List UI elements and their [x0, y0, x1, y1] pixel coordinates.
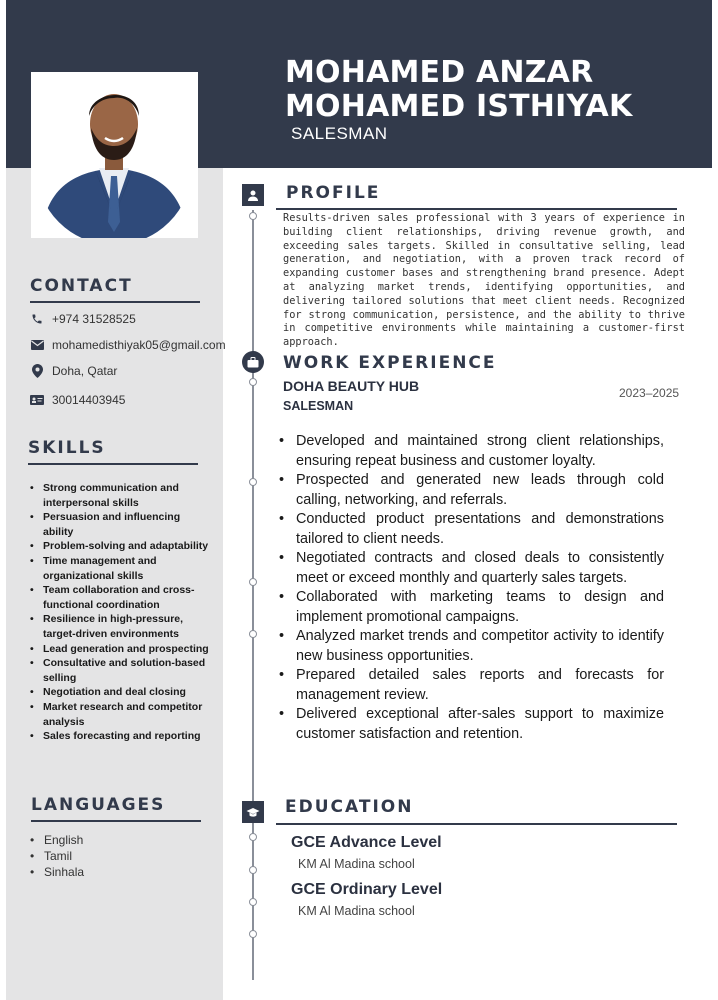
- company-name: DOHA BEAUTY HUB: [283, 378, 420, 394]
- education-title: GCE Ordinary Level: [291, 881, 443, 898]
- language-item: • Sinhala: [30, 864, 84, 880]
- duty-item: • Collaborated with marketing teams to design and implement promotional campaigns.: [278, 588, 664, 627]
- briefcase-icon: [242, 351, 264, 373]
- role-title: SALESMAN: [283, 399, 354, 413]
- duty-item: • Prepared detailed sales reports and forecasts for management review.: [278, 666, 664, 705]
- languages-divider: [31, 820, 201, 822]
- timeline-dot: [249, 630, 257, 638]
- timeline-dot: [249, 930, 257, 938]
- person-icon: [242, 184, 264, 206]
- skills-heading: SKILLS: [28, 438, 106, 458]
- profile-heading: PROFILE: [286, 183, 381, 203]
- skill-item: • Lead generation and prospecting: [30, 642, 210, 657]
- skill-item: • Market research and competitor analysis: [30, 700, 210, 729]
- id-card-icon: [30, 393, 44, 407]
- phone-number[interactable]: +974 31528525: [52, 312, 136, 326]
- education-school: KM Al Madina school: [298, 857, 415, 871]
- email-address[interactable]: mohamedisthiyak05@gmail.com: [52, 338, 226, 352]
- skill-item: • Strong communication and interpersonal skills: [30, 481, 210, 510]
- education-title: GCE Advance Level: [291, 834, 442, 851]
- language-item: • Tamil: [30, 848, 84, 864]
- skill-item: • Negotiation and deal closing: [30, 685, 210, 700]
- id-number: 30014403945: [52, 393, 126, 407]
- full-name: [285, 56, 632, 124]
- phone-icon: [30, 312, 44, 326]
- skill-item: • Sales forecasting and reporting: [30, 729, 210, 744]
- timeline-dot: [249, 212, 257, 220]
- location-text: Doha, Qatar: [52, 364, 118, 378]
- languages-heading: LANGUAGES: [31, 795, 166, 815]
- language-item: • English: [30, 832, 84, 848]
- education-school: KM Al Madina school: [298, 904, 415, 918]
- contact-email: [30, 338, 226, 352]
- profile-photo: [31, 72, 198, 238]
- name-line-1: MOHAMED ANZAR: [285, 55, 594, 90]
- duty-item: • Prospected and generated new leads through cold calling, networking, and referrals.: [278, 471, 664, 510]
- duty-item: • Analyzed market trends and competitor activity to identify new business opportunities.: [278, 627, 664, 666]
- duty-item: • Negotiated contracts and closed deals to consistently meet or exceed monthly and quarterly sales targets.: [278, 549, 664, 588]
- timeline-dot: [249, 833, 257, 841]
- location-pin-icon: [30, 364, 44, 378]
- email-icon: [30, 338, 44, 352]
- contact-id: [30, 393, 125, 407]
- skill-item: • Consultative and solution-based selling: [30, 656, 210, 685]
- timeline-dot: [249, 578, 257, 586]
- work-experience-heading: WORK EXPERIENCE: [283, 353, 497, 373]
- duty-item: • Delivered exceptional after-sales support to maximize customer satisfaction and retention.: [278, 705, 664, 744]
- profile-divider: [276, 208, 677, 210]
- contact-phone: [30, 312, 136, 326]
- name-line-2: MOHAMED ISTHIYAK: [285, 89, 633, 124]
- skills-divider: [28, 463, 198, 465]
- skills-list: [30, 481, 210, 744]
- skill-item: • Persuasion and influencing ability: [30, 510, 210, 539]
- employment-dates: 2023–2025: [619, 386, 680, 400]
- contact-heading: CONTACT: [30, 276, 133, 296]
- profile-summary: Results-driven sales professional with 3 years of experience in building client relationships, driving revenue growth, and exceeding sales targets. Skilled in consultative selling, lead generation, and negotiation, with a proven track record of expanding customer bases and strengthening brand presence. Adept at analyzing market trends, identifying opportunities, and delivering tailored solutions that meet client needs. Recognized for strong communication, persistence, and the ability to thrive in competitive environments while maintaining a customer-first approach.: [283, 212, 685, 349]
- education-heading: EDUCATION: [285, 797, 414, 817]
- skill-item: • Resilience in high-pressure, target-driven environments: [30, 612, 210, 641]
- duty-item: • Developed and maintained strong client relationships, ensuring repeat business and customer loyalty.: [278, 432, 664, 471]
- contact-location: [30, 364, 117, 378]
- skill-item: • Time management and organizational skills: [30, 554, 210, 583]
- timeline-dot: [249, 478, 257, 486]
- skill-item: • Team collaboration and cross-functional coordination: [30, 583, 210, 612]
- timeline-dot: [249, 898, 257, 906]
- education-divider: [276, 823, 677, 825]
- job-title: SALESMAN: [291, 124, 388, 143]
- contact-divider: [30, 301, 200, 303]
- timeline-dot: [249, 378, 257, 386]
- timeline-dot: [249, 866, 257, 874]
- skill-item: • Problem-solving and adaptability: [30, 539, 210, 554]
- timeline-line: [252, 210, 254, 980]
- languages-list: [30, 832, 84, 880]
- duties-list: [278, 432, 664, 744]
- graduation-cap-icon: [242, 801, 264, 823]
- duty-item: • Conducted product presentations and demonstrations tailored to client needs.: [278, 510, 664, 549]
